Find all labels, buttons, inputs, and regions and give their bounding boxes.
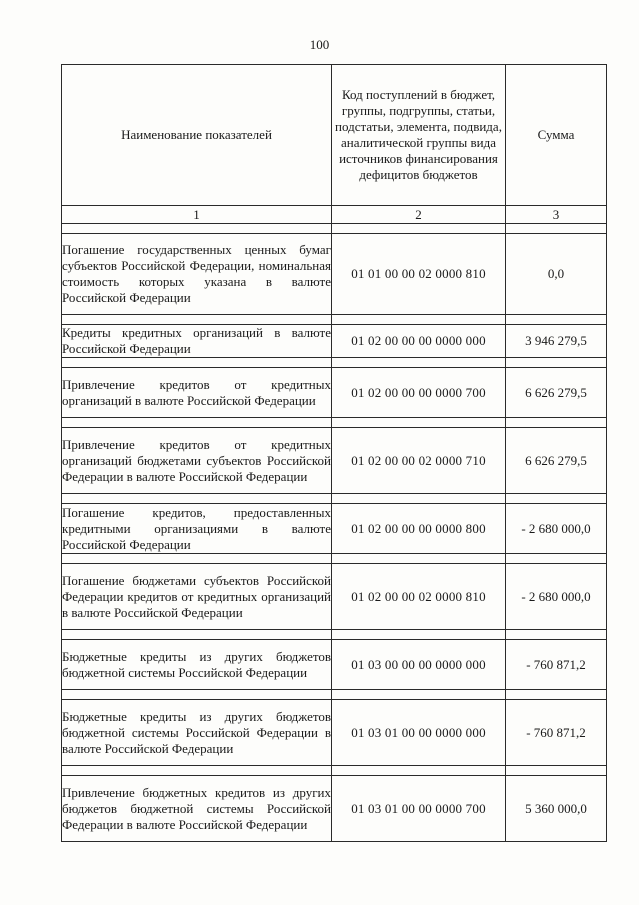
table-row <box>62 428 607 494</box>
budget-code: 01 01 00 00 02 0000 810 <box>332 234 506 315</box>
indicator-name: Привлечение кредитов от кредитных организаций в валюте Российской Федерации <box>62 368 332 418</box>
row-gap <box>62 554 607 564</box>
table-row <box>62 504 607 554</box>
budget-code: 01 03 01 00 00 0000 700 <box>332 776 506 842</box>
budget-code: 01 02 00 00 00 0000 700 <box>332 368 506 418</box>
amount: - 2 680 000,0 <box>506 504 607 554</box>
table-row <box>62 776 607 842</box>
row-gap <box>62 358 607 368</box>
amount: 6 626 279,5 <box>506 368 607 418</box>
amount: - 760 871,2 <box>506 700 607 766</box>
budget-code: 01 02 00 00 00 0000 000 <box>332 325 506 358</box>
indicator-name: Бюджетные кредиты из других бюджетов бюджетной системы Российской Федерации в валюте Российской Федерации <box>62 700 332 766</box>
row-gap <box>62 630 607 640</box>
indicator-name: Кредиты кредитных организаций в валюте Российской Федерации <box>62 325 331 356</box>
column-number: 1 <box>62 206 332 224</box>
budget-code: 01 03 01 00 00 0000 000 <box>332 700 506 766</box>
indicator-name: Погашение бюджетами субъектов Российской Федерации кредитов от кредитных организаций в валюте Российской Федерации <box>62 564 332 630</box>
row-gap <box>62 766 607 776</box>
table-row <box>62 640 607 690</box>
header-code: Код поступлений в бюджет, группы, подгруппы, статьи, подстатьи, элемента, подвида, аналитической группы вида источников финансирования дефицитов бюджетов <box>332 65 506 206</box>
table-row <box>62 368 607 418</box>
indicator-name: Погашение государственных ценных бумаг субъектов Российской Федерации, номинальная стоимость которых указана в валюте Российской Федерации <box>62 234 332 315</box>
table-row <box>62 234 607 315</box>
row-gap <box>62 224 607 234</box>
header-sum: Сумма <box>506 65 607 206</box>
budget-code: 01 02 00 00 02 0000 710 <box>332 428 506 494</box>
budget-code: 01 03 00 00 00 0000 000 <box>332 640 506 690</box>
amount: 3 946 279,5 <box>506 325 607 358</box>
row-gap <box>62 690 607 700</box>
amount: 6 626 279,5 <box>506 428 607 494</box>
budget-code: 01 02 00 00 00 0000 800 <box>332 504 506 554</box>
budget-code: 01 02 00 00 02 0000 810 <box>332 564 506 630</box>
table-row <box>62 325 607 358</box>
amount: 5 360 000,0 <box>506 776 607 842</box>
table-row <box>62 564 607 630</box>
indicator-name: Бюджетные кредиты из других бюджетов бюджетной системы Российской Федерации <box>62 640 332 690</box>
table-header-row <box>62 65 607 206</box>
row-gap <box>62 494 607 504</box>
indicator-name: Погашение кредитов, предоставленных кредитными организациями в валюте Российской Федерации <box>62 504 331 552</box>
row-gap <box>62 315 607 325</box>
indicator-name: Привлечение бюджетных кредитов из других бюджетов бюджетной системы Российской Федерации в валюте Российской Федерации <box>62 776 332 842</box>
amount: - 2 680 000,0 <box>506 564 607 630</box>
row-gap <box>62 418 607 428</box>
column-number-row <box>62 206 607 224</box>
header-indicator-name: Наименование показателей <box>62 65 332 206</box>
budget-sources-table <box>61 64 607 842</box>
column-number: 2 <box>332 206 506 224</box>
indicator-name: Привлечение кредитов от кредитных организаций бюджетами субъектов Российской Федерации в валюте Российской Федерации <box>62 428 332 494</box>
amount: 0,0 <box>506 234 607 315</box>
page-number: 100 <box>309 37 330 52</box>
amount: - 760 871,2 <box>506 640 607 690</box>
table-row <box>62 700 607 766</box>
column-number: 3 <box>506 206 607 224</box>
